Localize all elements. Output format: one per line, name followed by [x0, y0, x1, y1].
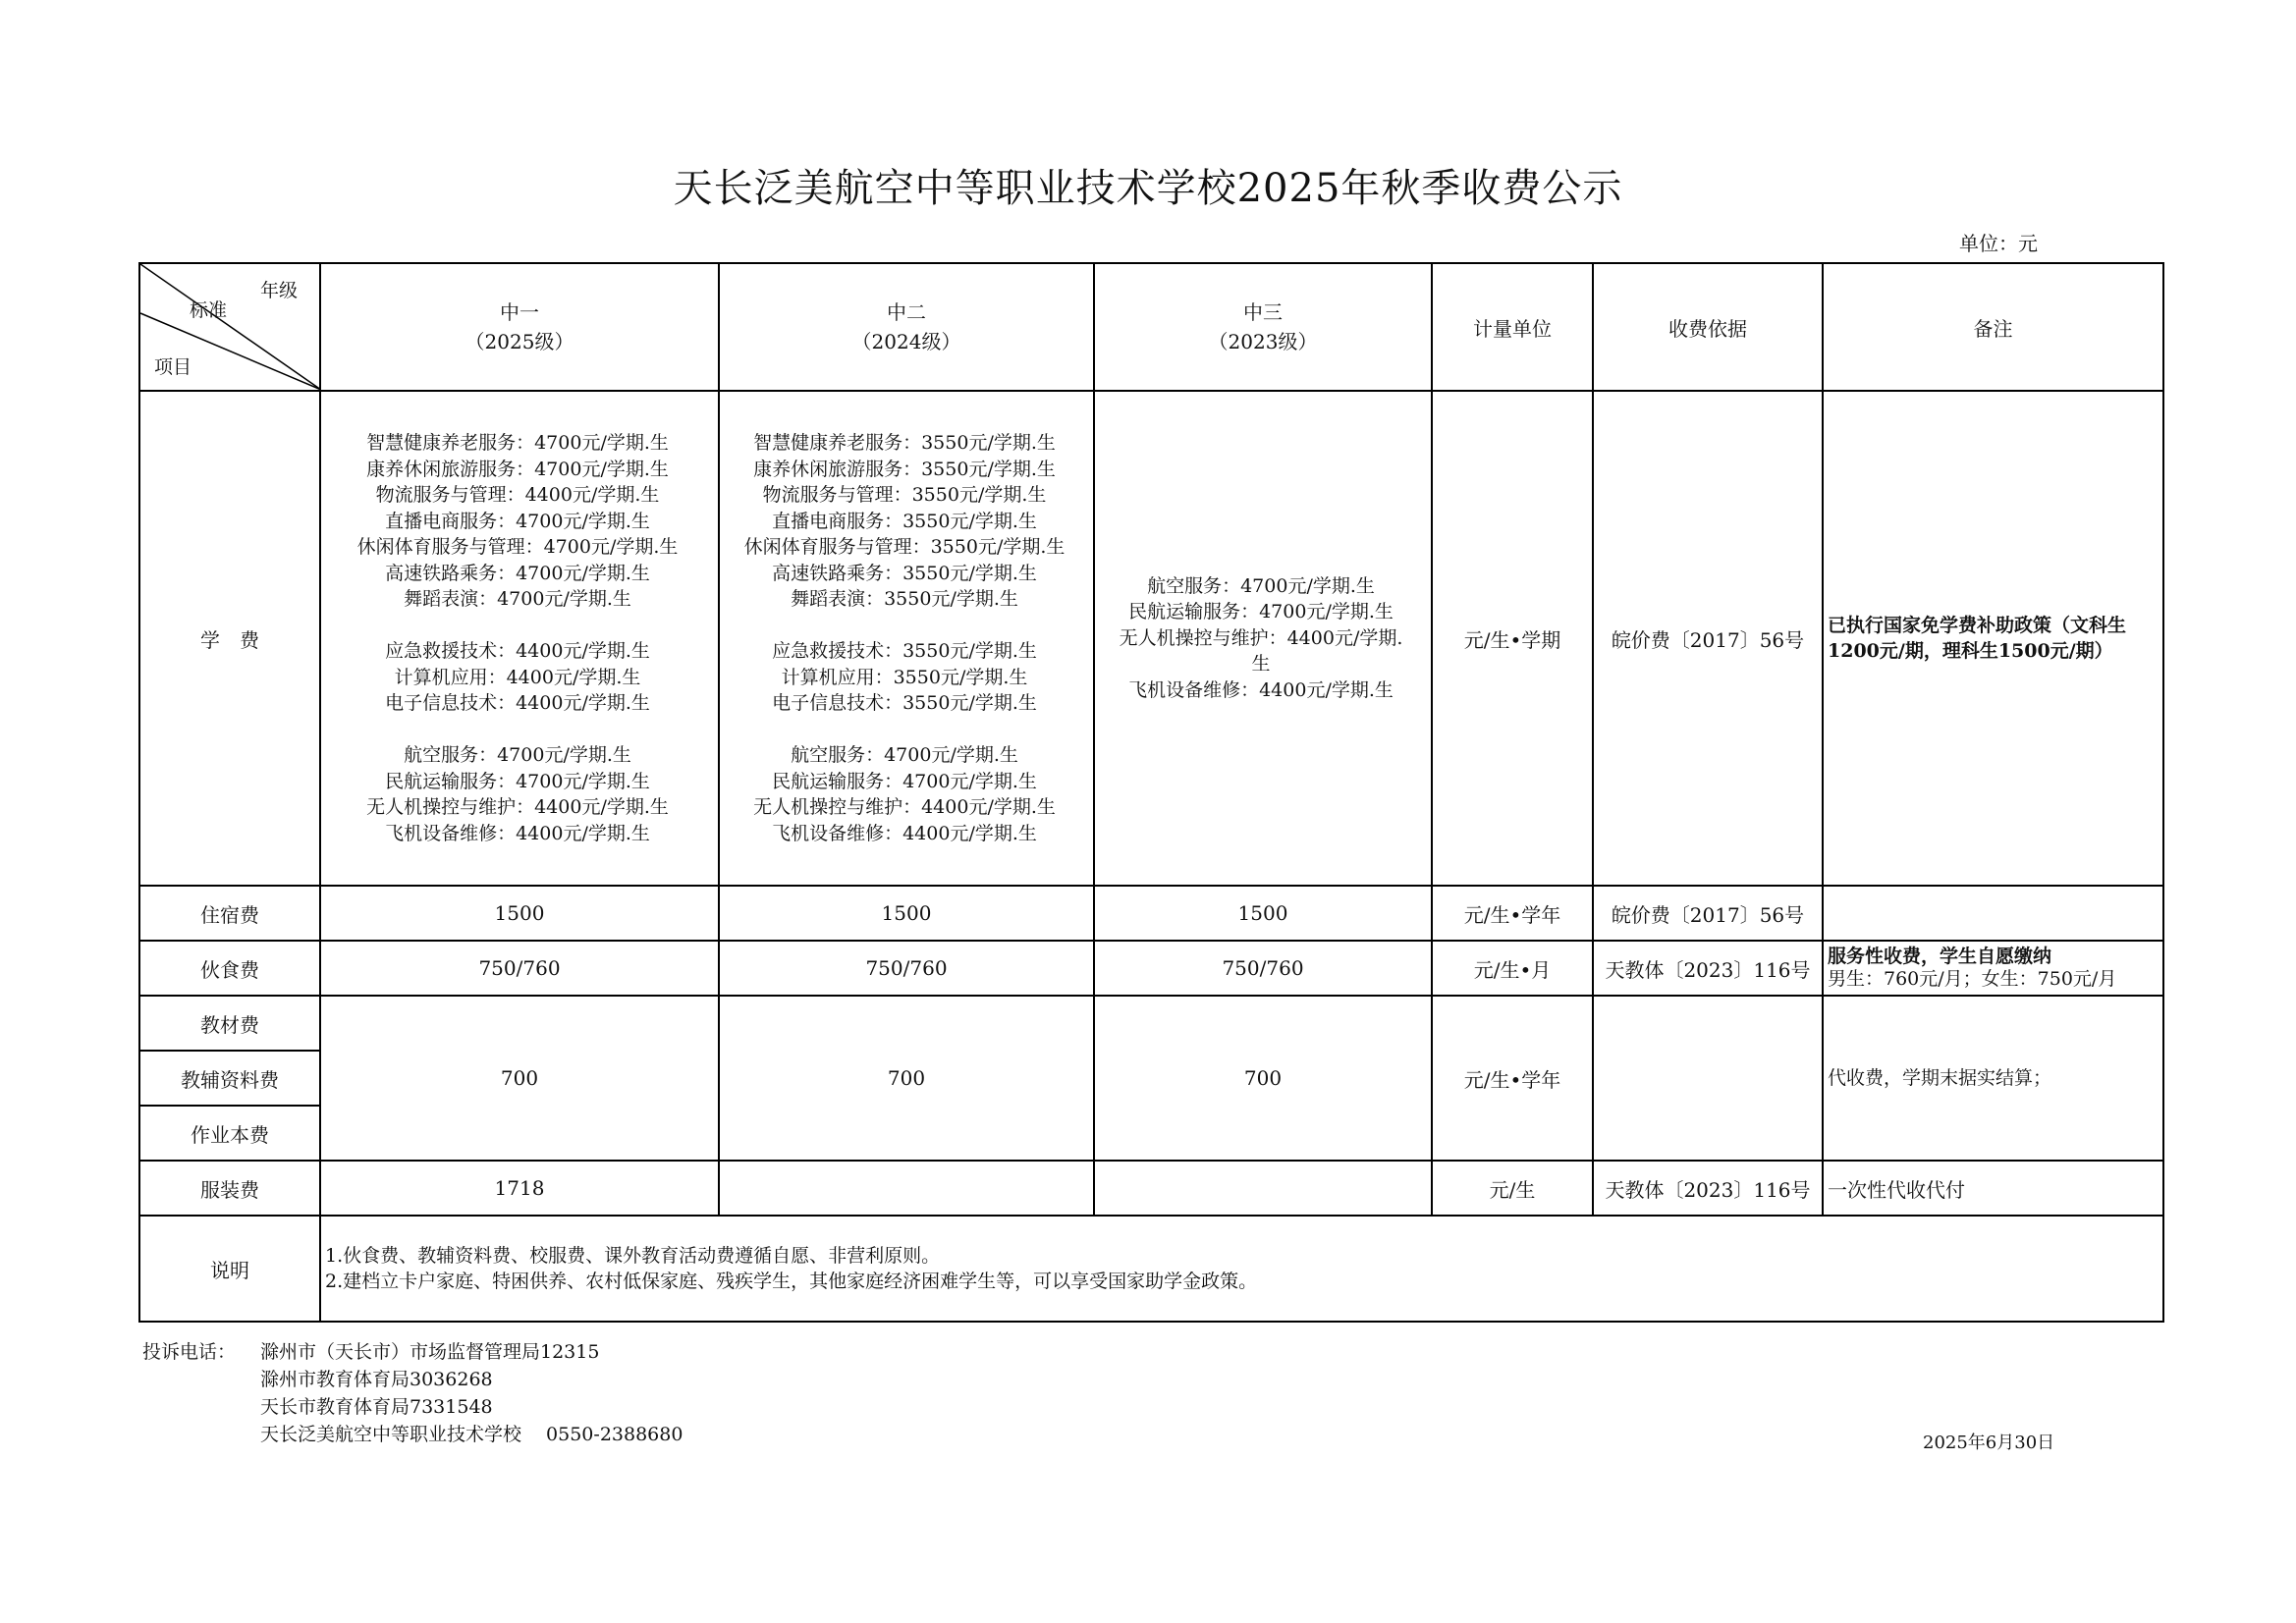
complaint-line: 滁州市（天长市）市场监督管理局12315: [260, 1341, 600, 1363]
tuition-line: 康养休闲旅游服务：3550元/学期.生: [753, 458, 1056, 480]
tuition-line: 康养休闲旅游服务：4700元/学期.生: [366, 458, 669, 480]
tuition-line: 生: [1251, 653, 1271, 676]
notes-label: 说明: [139, 1216, 320, 1322]
tuition-line: 休闲体育服务与管理：4700元/学期.生: [356, 536, 679, 558]
tuition-line: 民航运输服务：4700元/学期.生: [772, 770, 1037, 792]
tuition-line: 计算机应用：3550元/学期.生: [781, 666, 1028, 688]
tuition-line: 休闲体育服务与管理：3550元/学期.生: [743, 536, 1066, 558]
header-row: [139, 263, 2163, 391]
diag-standard-label: 标准: [190, 299, 228, 321]
workbook-label: 作业本费: [139, 1106, 320, 1161]
tuition-grade-1: [320, 391, 719, 886]
uniform-row: [139, 1161, 2163, 1216]
uniform-remark: 一次性代收代付: [1823, 1161, 2163, 1216]
tuition-line: 电子信息技术：4400元/学期.生: [385, 692, 650, 714]
materials-unit: 元/生•学年: [1432, 996, 1593, 1161]
tuition-line: 飞机设备维修：4400元/学期.生: [1128, 678, 1394, 701]
diagonal-header-cell: [139, 263, 320, 391]
meals-grade-1: 750/760: [320, 941, 719, 996]
uniform-grade-1: 1718: [320, 1161, 719, 1216]
meals-unit: 元/生•月: [1432, 941, 1593, 996]
tuition-basis: 皖价费〔2017〕56号: [1593, 391, 1823, 886]
housing-grade-1: 1500: [320, 886, 719, 941]
tuition-gap: [720, 717, 1089, 743]
uniform-unit: 元/生: [1432, 1161, 1593, 1216]
materials-basis: [1593, 996, 1823, 1161]
grade-1-header: 中一 （2025级）: [320, 263, 719, 391]
meals-grade-2: 750/760: [719, 941, 1094, 996]
tuition-line: 无人机操控与维护：4400元/学期.生: [753, 796, 1056, 818]
housing-grade-2: 1500: [719, 886, 1094, 941]
tuition-line: 直播电商服务：4700元/学期.生: [385, 510, 650, 532]
materials-grade-2: 700: [719, 996, 1094, 1161]
tuition-line: 应急救援技术：4400元/学期.生: [385, 640, 650, 662]
measure-unit-header: 计量单位: [1432, 263, 1593, 391]
tuition-line: 电子信息技术：3550元/学期.生: [772, 692, 1037, 714]
notes-row: [139, 1216, 2163, 1322]
grade-2-header: 中二 （2024级）: [719, 263, 1094, 391]
tuition-line: 航空服务：4700元/学期.生: [1147, 574, 1375, 597]
page-title: 天长泛美航空中等职业技术学校2025年秋季收费公示: [673, 166, 1623, 211]
tuition-remark: 已执行国家免学费补助政策（文科生1200元/期，理科生1500元/期）: [1823, 391, 2163, 886]
meals-grade-3: 750/760: [1094, 941, 1432, 996]
housing-unit: 元/生•学年: [1432, 886, 1593, 941]
publish-date: 2025年6月30日: [1923, 1433, 2055, 1453]
tuition-row: [139, 391, 2163, 886]
uniform-grade-3: [1094, 1161, 1432, 1216]
tuition-line: 物流服务与管理：4400元/学期.生: [375, 484, 660, 506]
meals-label: 伙食费: [139, 941, 320, 996]
complaint-line: 天长市教育体育局7331548: [260, 1396, 493, 1418]
meals-remark-bold: 服务性收费，学生自愿缴纳: [1828, 946, 2052, 967]
tuition-line: 高速铁路乘务：4700元/学期.生: [385, 562, 650, 584]
remark-header: 备注: [1823, 263, 2163, 391]
supplementary-label: 教辅资料费: [139, 1051, 320, 1106]
diag-item-label: 项目: [154, 356, 192, 378]
note-line: 2.建档立卡户家庭、特困供养、农村低保家庭、残疾学生，其他家庭经济困难学生等，可以享受国家助学金政策。: [325, 1271, 1258, 1292]
tuition-line: 舞蹈表演：3550元/学期.生: [791, 588, 1018, 610]
housing-label: 住宿费: [139, 886, 320, 941]
tuition-line: 舞蹈表演：4700元/学期.生: [404, 588, 631, 610]
housing-row: [139, 886, 2163, 941]
uniform-label: 服装费: [139, 1161, 320, 1216]
materials-grade-1: 700: [320, 996, 719, 1161]
meals-basis: 天教体〔2023〕116号: [1593, 941, 1823, 996]
tuition-line: 航空服务：4700元/学期.生: [791, 744, 1018, 766]
tuition-line: 航空服务：4700元/学期.生: [404, 744, 631, 766]
meals-row: [139, 941, 2163, 996]
uniform-basis: 天教体〔2023〕116号: [1593, 1161, 1823, 1216]
tuition-line: 高速铁路乘务：3550元/学期.生: [772, 562, 1037, 584]
tuition-line: 计算机应用：4400元/学期.生: [394, 666, 641, 688]
complaint-line: 滁州市教育体育局3036268: [260, 1369, 493, 1390]
housing-basis: 皖价费〔2017〕56号: [1593, 886, 1823, 941]
tuition-line: 飞机设备维修：4400元/学期.生: [772, 822, 1037, 844]
materials-grade-3: 700: [1094, 996, 1432, 1161]
tuition-line: 无人机操控与维护：4400元/学期.生: [366, 796, 669, 818]
diag-grade-label: 年级: [260, 280, 299, 301]
tuition-grade-3: [1094, 391, 1432, 886]
textbook-label: 教材费: [139, 996, 320, 1051]
basis-header: 收费依据: [1593, 263, 1823, 391]
materials-row-1: [139, 996, 2163, 1051]
tuition-line: 直播电商服务：3550元/学期.生: [772, 510, 1037, 532]
tuition-line: 无人机操控与维护：4400元/学期.: [1119, 626, 1403, 649]
note-line: 1.伙食费、教辅资料费、校服费、课外教育活动费遵循自愿、非营利原则。: [325, 1245, 941, 1267]
housing-remark: [1823, 886, 2163, 941]
complaint-label: 投诉电话：: [142, 1341, 237, 1363]
tuition-line: 应急救援技术：3550元/学期.生: [772, 640, 1037, 662]
materials-remark: 代收费，学期末据实结算；: [1823, 996, 2163, 1161]
meals-remark: [1823, 941, 2163, 996]
tuition-grade-2: [719, 391, 1094, 886]
notes-content: [320, 1216, 2163, 1322]
meals-remark-detail: 男生：760元/月；女生：750元/月: [1828, 968, 2117, 990]
tuition-gap: [720, 613, 1089, 639]
tuition-line: 民航运输服务：4700元/学期.生: [385, 770, 650, 792]
tuition-line: 智慧健康养老服务：3550元/学期.生: [753, 432, 1056, 454]
complaint-line: 天长泛美航空中等职业技术学校 0550-2388680: [260, 1424, 683, 1445]
tuition-line: 飞机设备维修：4400元/学期.生: [385, 822, 650, 844]
unit-label: 单位：元: [1959, 232, 2038, 255]
tuition-unit: 元/生•学期: [1432, 391, 1593, 886]
housing-grade-3: 1500: [1094, 886, 1432, 941]
tuition-line: 民航运输服务：4700元/学期.生: [1128, 601, 1394, 623]
tuition-line: 智慧健康养老服务：4700元/学期.生: [366, 432, 669, 454]
uniform-grade-2: [719, 1161, 1094, 1216]
tuition-gap: [321, 717, 714, 743]
grade-3-header: 中三 （2023级）: [1094, 263, 1432, 391]
tuition-gap: [321, 613, 714, 639]
tuition-line: 物流服务与管理：3550元/学期.生: [762, 484, 1047, 506]
fee-table: [138, 262, 2164, 1323]
tuition-label: 学 费: [139, 391, 320, 886]
